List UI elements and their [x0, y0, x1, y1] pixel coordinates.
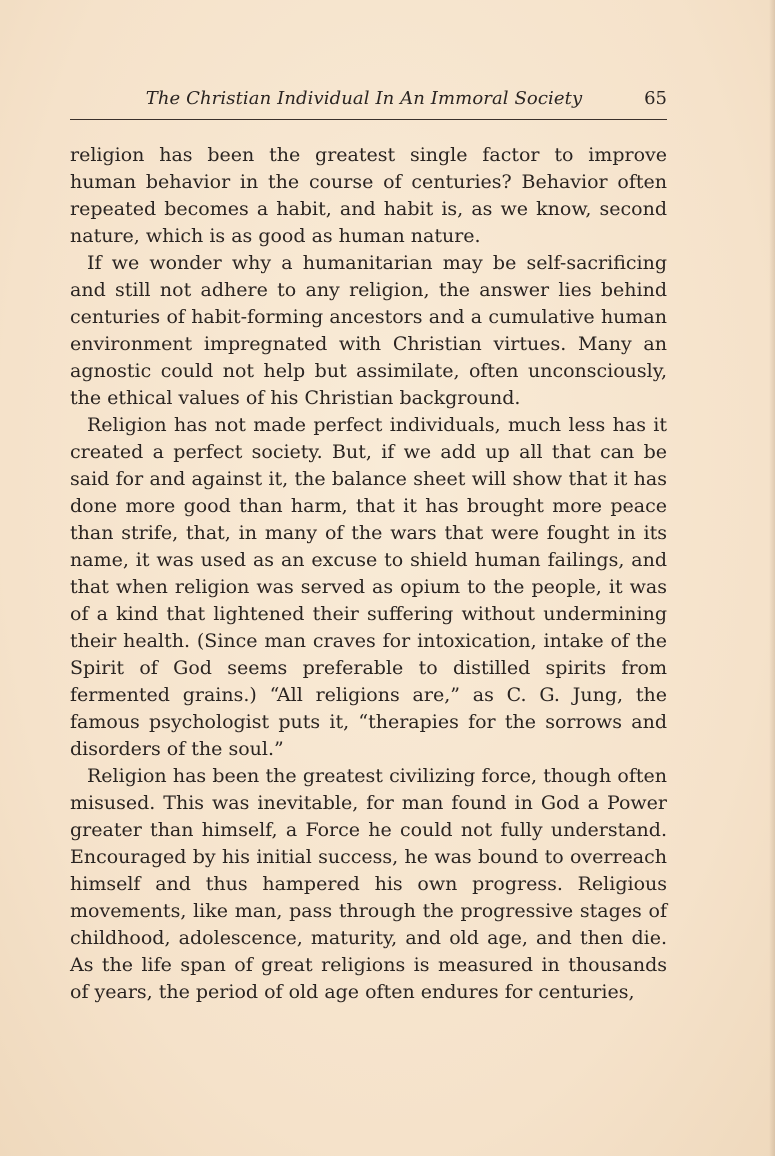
paragraph: Religion has been the greatest civilizing force, though often misused. This was inevitable, for man found in God a Power greater than himself, a Force he could not fully understand. Encouraged by his initial success, he was bound to overreach himself and thus hampered his own progress. Religious movements, like man, pass through the progressive stages of childhood, adolescence, maturity, and old age, and then die. As the life span of great religions is measured in thousands of years, the period of old age often endures for centuries,	[70, 765, 667, 1003]
body-text	[70, 142, 667, 1006]
running-header-title: The Christian Individual In An Immoral Society	[145, 88, 583, 109]
page-edge-shadow	[769, 0, 775, 1156]
header-rule	[70, 119, 667, 120]
running-header	[70, 86, 667, 118]
paragraph: If we wonder why a humanitarian may be self-sacrificing and still not adhere to any religion, the answer lies behind centuries of habit-forming ancestors and a cumulative human environment impregnated with Christian virtues. Many an agnostic could not help but assimilate, often unconsciously, the ethical values of his Christian background.	[70, 252, 667, 409]
paragraph: Religion has not made perfect individuals, much less has it created a perfect society. But, if we add up all that can be said for and against it, the balance sheet will show that it has done more good than harm, that it has brought more peace than strife, that, in many of the wars that were fought in its name, it was used as an excuse to shield human failings, and that when religion was served as opium to the people, it was of a kind that lightened their suffering without undermining their health. (Since man craves for intoxication, intake of the Spirit of God seems preferable to distilled spirits from fermented grains.) “All religions are,” as C. G. Jung, the famous psychologist puts it, “therapies for the sorrows and disorders of the soul.”	[70, 414, 667, 760]
page-number: 65	[644, 88, 667, 109]
paragraph-continued: religion has been the greatest single factor to improve human behavior in the course of centuries? Behavior often repeated becomes a habit, and habit is, as we know, second nature, which is as good as human nature.	[70, 144, 667, 247]
